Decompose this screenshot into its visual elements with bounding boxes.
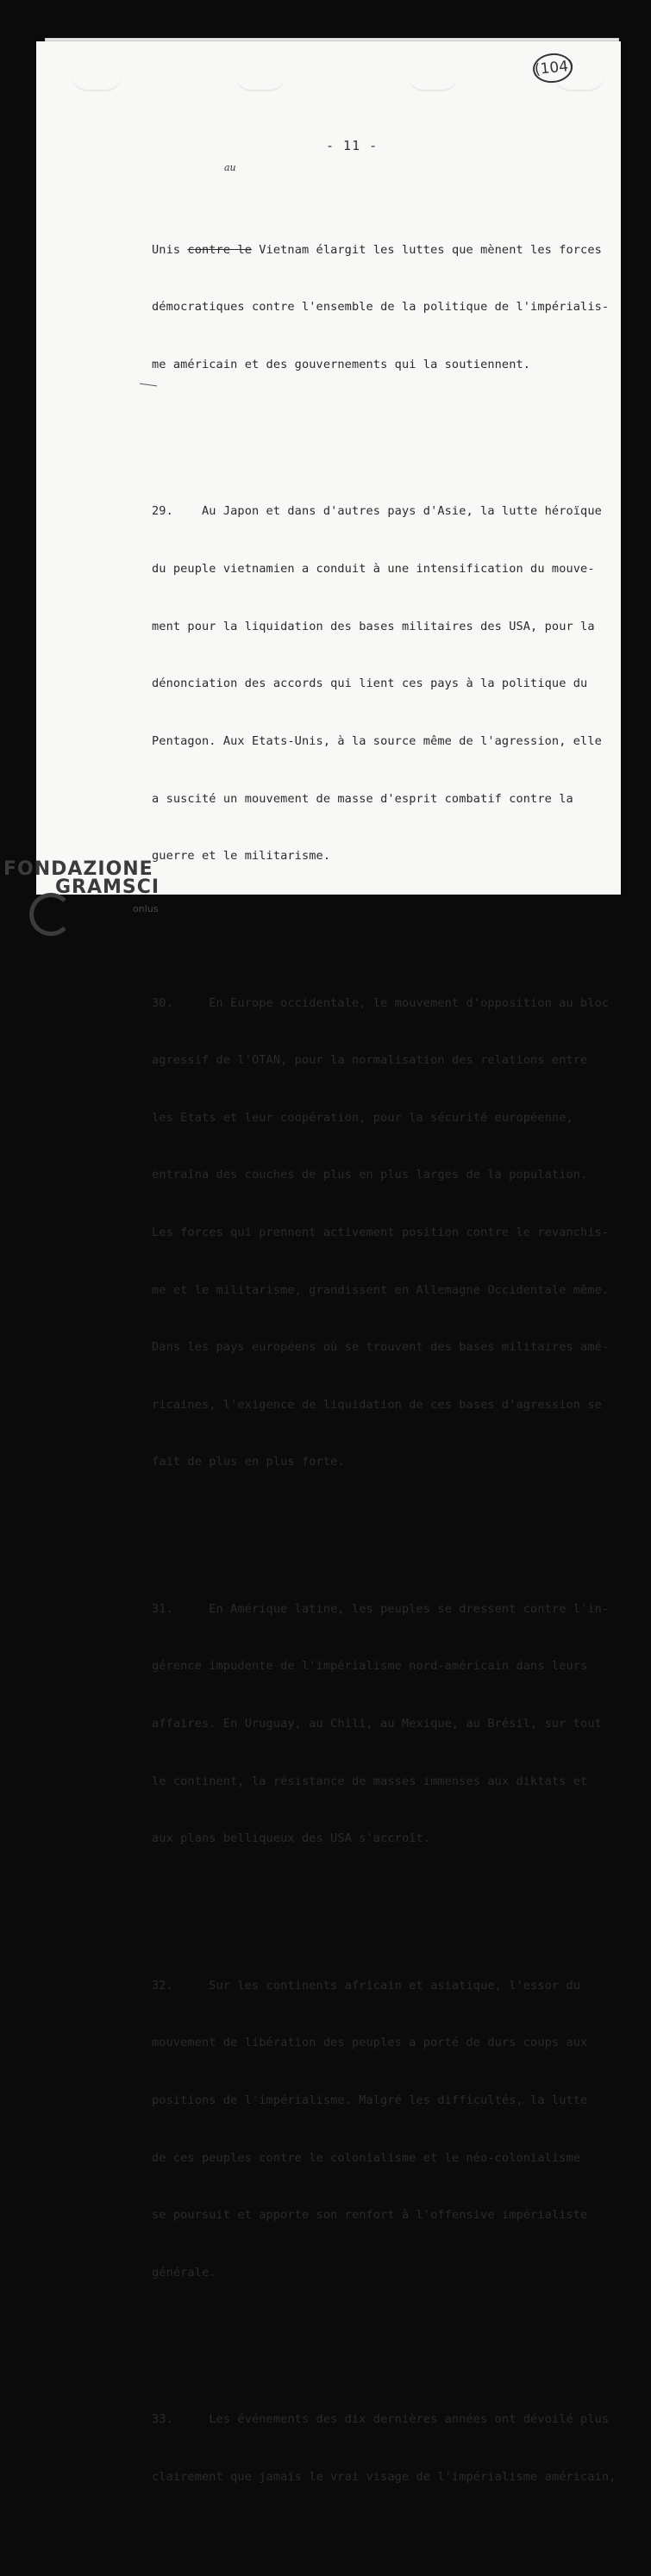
text-line: 31. En Amérique latine, les peuples se dressent contre l'in- [152, 1601, 610, 1616]
text-line: Pentagon. Aux Etats-Unis, à la source même de l'agression, elle [152, 733, 602, 748]
text-line: mouvement de libération des peuples a porté de durs coups aux [152, 2036, 588, 2050]
text-line: aux plans belliqueux des USA s'accroît. [152, 1831, 431, 1846]
paragraph-29 [152, 464, 617, 904]
text-line: dénonciation des accords qui lient ces pays à la politique du [152, 677, 588, 691]
paragraph-33 [152, 2372, 617, 2525]
watermark-line: GRAMSCI [55, 876, 160, 898]
text-line: agressif de l'OTAN, pour la normalisation des relations entre [152, 1053, 588, 1068]
text-line: entraîna des couches de plus en plus larges de la population. [152, 1168, 588, 1182]
text-line: du peuple vietnamien a conduit à une intensification du mouve- [152, 562, 595, 577]
text-line: ricaines, l'exigence de liquidation de ces bases d'agression se [152, 1397, 602, 1412]
text-line: 32. Sur les continents africain et asiatique, l'essor du [152, 1978, 581, 1993]
text-line: les Etats et leur coopération, pour la sécurité européenne, [152, 1110, 573, 1125]
page-number: - 11 - [326, 138, 379, 153]
text-line: affaires. En Uruguay, au Chili, au Mexique, au Brésil, sur tout [152, 1717, 602, 1731]
binding-mark [71, 67, 122, 91]
text-line: le continent, la résistance de masses immenses aux diktats et [152, 1774, 588, 1788]
paragraph-32 [152, 1937, 617, 2320]
paragraph [152, 202, 617, 412]
text-line: 33. Les événements des dix dernières années ont dévoilé plus [152, 2412, 610, 2427]
text-line: me et le militarisme, grandissent en Allemagne Occidentale même. [152, 1282, 610, 1297]
struck-text: contre le [187, 242, 252, 257]
text-line: guerre et le militarisme. [152, 849, 331, 864]
binding-mark [235, 67, 286, 91]
text-line: générale. [152, 2265, 216, 2280]
text-line: Dans les pays européens où se trouvent des bases militaires amé- [152, 1340, 610, 1355]
paragraph-31 [152, 1561, 617, 1886]
handwritten-insert: au [224, 162, 236, 173]
fondazione-gramsci-watermark [3, 858, 160, 914]
logo-g-icon [29, 893, 72, 936]
watermark-line: FONDAZIONE [3, 858, 153, 880]
text-line: ment pour la liquidation des bases militaires des USA, pour la [152, 619, 595, 633]
body-text [152, 164, 617, 2576]
text-line: clairement que jamais le vrai visage de l'impérialisme américain, [152, 2469, 617, 2484]
paragraph-30 [152, 955, 617, 1510]
text-line: Unis contre le Vietnam élargit les luttes que mènent les forces [152, 242, 602, 257]
text-line: me américain et des gouvernements qui la soutiennent. [152, 358, 531, 372]
watermark-suffix: onlus [133, 903, 159, 914]
binding-mark [407, 67, 459, 91]
text-line: Les forces qui prennent activement position contre le revanchis- [152, 1225, 610, 1239]
text-line: se poursuit et apporte son renfort à l'offensive impérialiste [152, 2208, 588, 2223]
text-line: 29. Au Japon et dans d'autres pays d'Asie, la lutte héroïque [152, 504, 602, 519]
text-line: gérence impudente de l'impérialisme nord-américain dans leurs [152, 1659, 588, 1674]
text-line: 30. En Europe occidentale, le mouvement d'opposition au bloc [152, 995, 610, 1010]
text-line: démocratiques contre l'ensemble de la politique de l'impérialis- [152, 300, 610, 315]
text-line: positions de l'impérialisme. Malgré les difficultés, la lutte [152, 2093, 588, 2107]
archive-mark: (104) [531, 52, 573, 85]
text-line: a suscité un mouvement de masse d'esprit combatif contre la [152, 791, 573, 806]
text-line: de ces peuples contre le colonialisme et le néo-colonialisme [152, 2150, 581, 2165]
text-line: fait de plus en plus forte. [152, 1455, 345, 1469]
